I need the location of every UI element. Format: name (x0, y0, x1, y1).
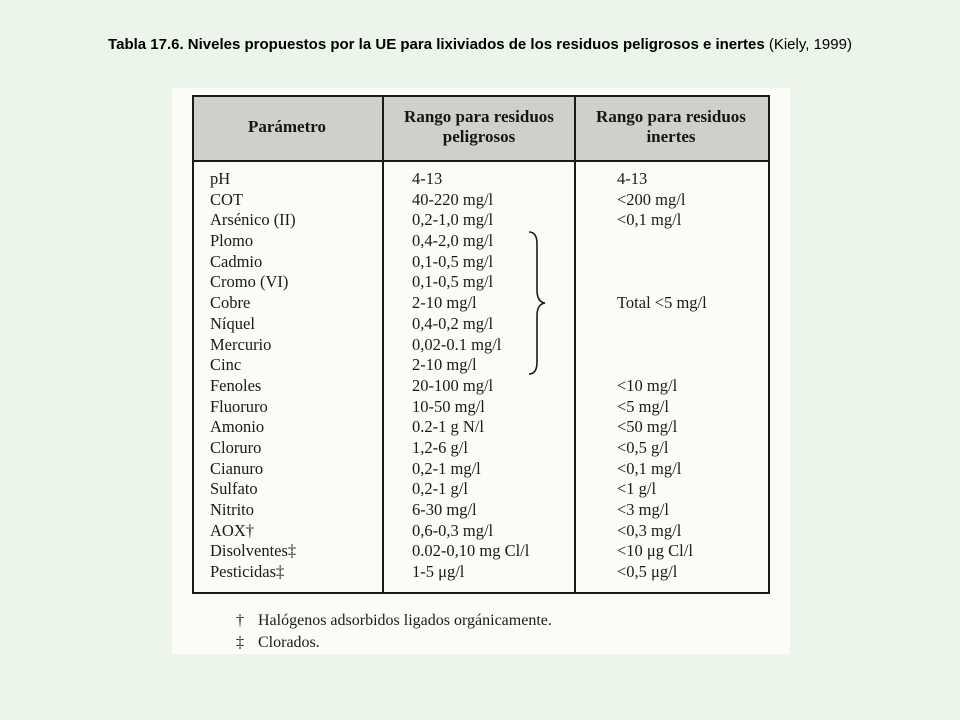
cell-inertes: <0,5 μg/l (617, 562, 678, 582)
cell-peligrosos: 0.02-0,10 mg Cl/l (412, 541, 530, 561)
cell-inertes (617, 355, 693, 376)
footnote-symbol: † (236, 612, 244, 629)
grouping-brace (527, 230, 549, 376)
cell-peligrosos: 0,6-0,3 mg/l (412, 520, 494, 540)
column-peligrosos (412, 169, 529, 583)
cell-parametro: pH (210, 169, 231, 188)
cell-parametro: Cinc (210, 355, 242, 375)
cell-peligrosos: 0,02-0.1 mg/l (412, 334, 502, 354)
cell-parametro: Cromo (VI) (210, 272, 289, 292)
cell-inertes: <0,3 mg/l (617, 520, 682, 540)
caption-citation: (Kiely, 1999) (768, 36, 852, 53)
leachate-limits-table (192, 95, 768, 675)
cell-inertes: <10 μg Cl/l (617, 541, 693, 561)
cell-parametro: AOX† (210, 520, 254, 540)
cell-parametro: Amonio (210, 417, 265, 437)
cell-inertes (617, 272, 693, 293)
cell-parametro: Cadmio (210, 251, 263, 271)
cell-peligrosos: 0,2-1 g/l (412, 479, 468, 499)
cell-parametro: Fluoruro (210, 396, 268, 416)
footnote-symbol: ‡ (236, 634, 244, 651)
cell-inertes: <0,1 mg/l (617, 458, 682, 478)
cell-parametro: Mercurio (210, 334, 272, 354)
header-peligrosos (384, 107, 574, 147)
cell-parametro: Cobre (210, 293, 251, 313)
cell-inertes: 4-13 (617, 169, 648, 188)
column-inertes (617, 169, 693, 583)
footnote-text: Halógenos adsorbidos ligados orgánicamente. (258, 612, 552, 629)
cell-inertes (617, 314, 693, 335)
column-divider-1 (382, 95, 384, 594)
cell-parametro: Nitrito (210, 500, 254, 519)
cell-peligrosos: 2-10 mg/l (412, 293, 477, 313)
cell-parametro: Plomo (210, 231, 254, 251)
cell-inertes: <1 g/l (617, 479, 657, 499)
cell-inertes (617, 231, 693, 252)
cell-inertes: <50 mg/l (617, 417, 678, 437)
footnotes (236, 610, 552, 654)
cell-parametro: Cloruro (210, 437, 262, 457)
cell-inertes (617, 335, 693, 356)
header-inertes-line1: Rango para residuos (596, 107, 746, 126)
header-peligrosos-line2: peligrosos (442, 127, 516, 146)
cell-inertes: <0,5 g/l (617, 437, 669, 457)
caption-title: Tabla 17.6. Niveles propuestos por la UE para lixiviados de los residuos peligrosos e inertes (108, 36, 765, 53)
cell-peligrosos: 0,2-1,0 mg/l (412, 210, 494, 230)
header-peligrosos-line1: Rango para residuos (404, 107, 554, 126)
cell-peligrosos: 20-100 mg/l (412, 375, 494, 395)
cell-parametro: Fenoles (210, 375, 262, 395)
header-parametro-text: Parámetro (247, 117, 327, 136)
cell-inertes (617, 252, 693, 273)
cell-peligrosos: 0,1-0,5 mg/l (412, 251, 494, 271)
footnote-dagger (236, 610, 552, 632)
table-caption (0, 36, 960, 53)
cell-peligrosos: 1-5 μg/l (412, 562, 465, 582)
footnote-double-dagger (236, 632, 552, 654)
cell-peligrosos: 10-50 mg/l (412, 396, 485, 416)
cell-parametro: Disolventes‡ (210, 541, 297, 561)
header-inertes-line2: inertes (646, 127, 696, 146)
cell-peligrosos: 0,2-1 mg/l (412, 458, 481, 478)
cell-peligrosos: 6-30 mg/l (412, 500, 477, 519)
column-parametro (210, 169, 296, 583)
grouped-inertes-value: Total <5 mg/l (617, 293, 707, 312)
cell-inertes: <200 mg/l (617, 189, 686, 209)
column-divider-2 (574, 95, 576, 594)
cell-parametro: Arsénico (II) (210, 210, 296, 230)
cell-parametro: Pesticidas‡ (210, 562, 285, 582)
cell-inertes: <10 mg/l (617, 375, 678, 395)
cell-peligrosos: 0,4-2,0 mg/l (412, 231, 494, 251)
cell-peligrosos: 0,4-0,2 mg/l (412, 313, 494, 333)
cell-parametro: Níquel (210, 313, 255, 333)
cell-peligrosos: 2-10 mg/l (412, 355, 477, 375)
header-parametro (192, 117, 382, 137)
cell-inertes: <5 mg/l (617, 396, 669, 416)
cell-parametro: Cianuro (210, 458, 264, 478)
footnote-text: Clorados. (258, 634, 320, 651)
cell-peligrosos: 0,1-0,5 mg/l (412, 272, 494, 292)
cell-peligrosos: 4-13 (412, 169, 443, 188)
cell-inertes: <3 mg/l (617, 500, 669, 519)
cell-parametro: Sulfato (210, 479, 258, 499)
cell-peligrosos: 1,2-6 g/l (412, 437, 468, 457)
cell-parametro: COT (210, 189, 243, 209)
scanned-table-image (172, 88, 790, 654)
cell-peligrosos: 40-220 mg/l (412, 189, 494, 209)
header-inertes (576, 107, 766, 147)
cell-peligrosos: 0.2-1 g N/l (412, 417, 484, 437)
cell-inertes: <0,1 mg/l (617, 210, 682, 230)
